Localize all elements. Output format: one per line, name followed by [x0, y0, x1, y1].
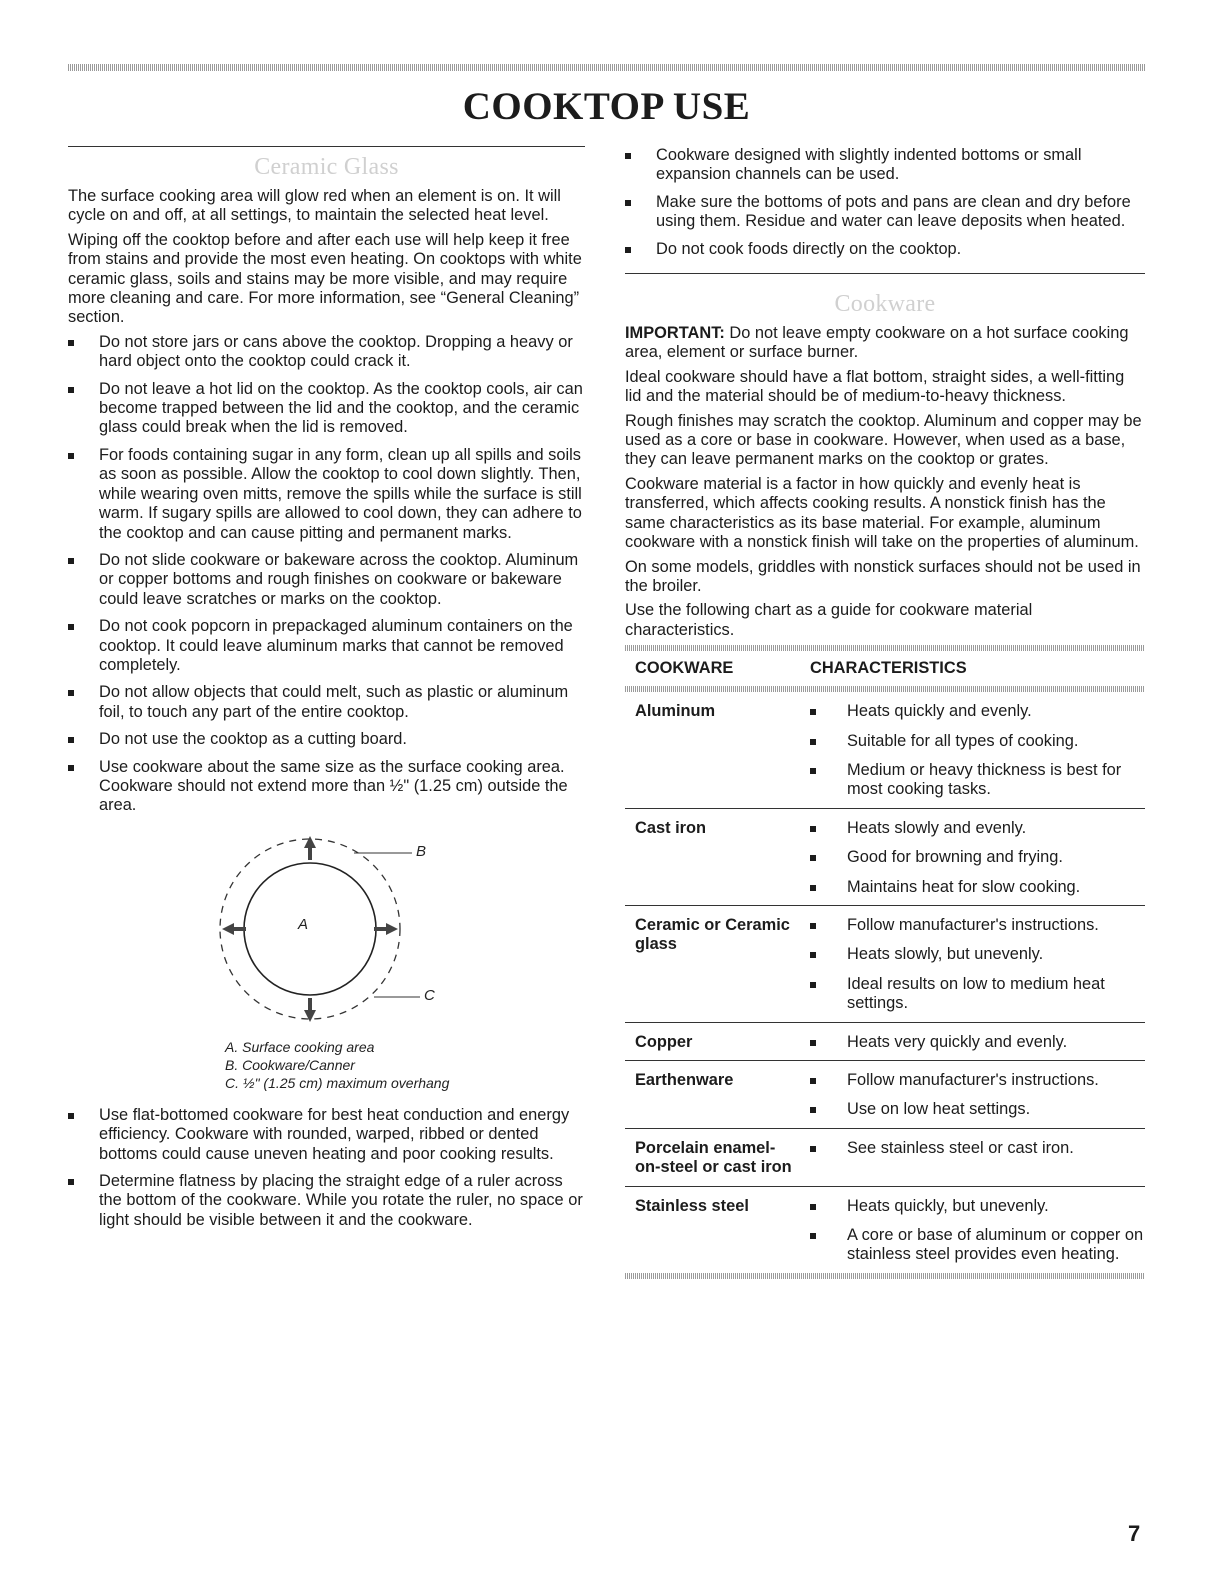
paragraph: The surface cooking area will glow red when an element is on. It will cycle on and off, at all settings, to maintain the selected heat level. — [68, 187, 561, 225]
characteristic-item: Heats quickly, but unevenly. — [810, 1197, 1145, 1216]
page-title: COOKTOP USE — [462, 85, 751, 128]
diagram-caption — [225, 1038, 585, 1092]
important-text: Do not leave empty cookware on a hot surface cooking area, element or surface burner. — [625, 324, 1129, 362]
paragraph: Use the following chart as a guide for cookware material characteristics. — [625, 601, 1033, 639]
bullet-item: Do not cook popcorn in prepackaged aluminum containers on the cooktop. It could leave aluminum marks that cannot be removed completely. — [68, 617, 585, 675]
table-row — [625, 1022, 1145, 1060]
characteristics-list — [810, 819, 1145, 897]
bullet-item: Cookware designed with slightly indented bottoms or small expansion channels can be used. — [625, 146, 1145, 185]
characteristic-item: Heats very quickly and evenly. — [810, 1033, 1145, 1052]
paragraph: On some models, griddles with nonstick surfaces should not be used in the broiler. — [625, 557, 1141, 595]
section-heading-ceramic-glass: Ceramic Glass — [254, 154, 399, 180]
paragraph: Ideal cookware should have a flat bottom, straight sides, a well-fitting lid and the material should be of medium-to-heavy thickness. — [625, 367, 1125, 406]
paragraph: Cookware material is a factor in how quickly and evenly heat is transferred, which affects cooking results. A nonstick finish has the same characteristics as its base material. For example, aluminum cookware with a nonstick finish will take on the properties of aluminum. — [625, 474, 1139, 552]
bullet-item: Do not cook foods directly on the cooktop. — [625, 240, 1145, 259]
cookware-material: Aluminum — [625, 692, 800, 808]
table-bottom-rule — [625, 1273, 1145, 1279]
bullet-item: Determine flatness by placing the straight edge of a ruler across the bottom of the cookware. While you rotate the ruler, no space or light should be visible between it and the cookware. — [68, 1172, 585, 1230]
characteristic-item: Heats quickly and evenly. — [810, 702, 1145, 721]
characteristics-list — [810, 1197, 1145, 1265]
characteristic-item: Good for browning and frying. — [810, 848, 1145, 867]
column-header-characteristics: CHARACTERISTICS — [810, 659, 967, 678]
table-row — [625, 1061, 1145, 1129]
table-body — [625, 692, 1145, 1273]
caption-line-b: B. Cookware/Canner — [225, 1056, 355, 1073]
important-paragraph — [625, 324, 1145, 363]
characteristics-list — [810, 916, 1145, 1014]
continued-bullet-list — [625, 146, 1145, 259]
table-row — [625, 905, 1145, 1022]
paragraph: Wiping off the cooktop before and after each use will help keep it free from stains and provide the most even heating. On cooktops with white ceramic glass, soils and stains may be more visible, and may require more cleaning and care. For more information, see “General Cleaning” section. — [68, 230, 582, 327]
arrow-right-icon — [374, 923, 398, 935]
characteristics-cell — [800, 1061, 1145, 1129]
characteristic-item: See stainless steel or cast iron. — [810, 1139, 1145, 1158]
characteristics-list — [810, 1033, 1145, 1052]
bullet-item: For foods containing sugar in any form, clean up all spills and soils as soon as possible. Allow the cooktop to cool down slightly. Then, while wearing oven mitts, remove the spills while the surface is still warm. If sugary spills are allowed to cool down, they can adhere to the cooktop and can cause pitting and permanent marks. — [68, 446, 585, 543]
characteristic-item: Use on low heat settings. — [810, 1100, 1145, 1119]
characteristic-item: Heats slowly and evenly. — [810, 819, 1145, 838]
cookware-material: Earthenware — [625, 1061, 800, 1129]
characteristic-item: Medium or heavy thickness is best for most cooking tasks. — [810, 761, 1145, 800]
paragraph: Rough finishes may scratch the cooktop. Aluminum and copper may be used as a core or base in cookware. However, when used as a base, they can leave permanent marks on the cooktop or grates. — [625, 411, 1142, 469]
diagram-label-c: C — [424, 986, 435, 1004]
characteristic-item: Follow manufacturer's instructions. — [810, 916, 1145, 935]
cookware-outline — [220, 839, 400, 1019]
section-heading-cookware: Cookware — [834, 291, 936, 318]
important-label: IMPORTANT: — [625, 324, 725, 343]
cookware-characteristics-table — [625, 651, 1145, 1273]
characteristic-item: Follow manufacturer's instructions. — [810, 1071, 1145, 1090]
flatness-bullet-list — [68, 1106, 585, 1230]
top-decorative-rule — [68, 64, 1145, 71]
characteristic-item: Heats slowly, but unevenly. — [810, 945, 1145, 964]
characteristics-cell — [800, 808, 1145, 905]
bullet-item: Use cookware about the same size as the surface cooking area. Cookware should not extend more than ½" (1.25 cm) outside the area. — [68, 758, 585, 816]
characteristic-item: A core or base of aluminum or copper on stainless steel provides even heating. — [810, 1226, 1145, 1265]
characteristic-item: Suitable for all types of cooking. — [810, 732, 1145, 751]
page-number: 7 — [1128, 1521, 1141, 1546]
caption-line-a: A. Surface cooking area — [225, 1038, 375, 1055]
table-header-row — [625, 651, 1145, 686]
cookware-material: Stainless steel — [635, 1196, 749, 1215]
table-row — [625, 1128, 1145, 1186]
characteristics-cell — [800, 692, 1145, 808]
surface-cooking-area-circle — [244, 863, 376, 995]
cookware-overhang-diagram — [68, 834, 585, 1024]
characteristics-cell — [800, 1186, 1145, 1273]
caption-line-c: C. ½" (1.25 cm) maximum overhang — [225, 1074, 450, 1091]
bullet-item: Do not slide cookware or bakeware across the cooktop. Aluminum or copper bottoms and rough finishes on cookware or bakeware could leave scratches or marks on the cooktop. — [68, 551, 585, 609]
cookware-material: Porcelain enamel-on-steel or cast iron — [625, 1128, 800, 1186]
cookware-material: Ceramic or Ceramic glass — [625, 905, 800, 1022]
diagram-drawing — [68, 834, 585, 1024]
bullet-item: Do not leave a hot lid on the cooktop. As the cooktop cools, air can become trapped between the lid and the cooktop, and the ceramic glass could break when the lid is removed. — [68, 380, 585, 438]
characteristics-list — [810, 1139, 1145, 1158]
characteristics-cell — [800, 905, 1145, 1022]
bullet-item: Do not use the cooktop as a cutting board. — [68, 730, 585, 749]
column-header-cookware: COOKWARE — [635, 659, 734, 678]
cookware-material: Cast iron — [625, 808, 800, 905]
table-row — [625, 1186, 1145, 1273]
cookware-material: Copper — [625, 1022, 800, 1060]
ceramic-glass-bullet-list — [68, 333, 585, 816]
characteristics-cell — [800, 1022, 1145, 1060]
characteristics-cell — [800, 1128, 1145, 1186]
characteristics-list — [810, 1071, 1145, 1120]
bullet-item: Do not store jars or cans above the cooktop. Dropping a heavy or hard object onto the cooktop could crack it. — [68, 333, 585, 372]
arrow-left-icon — [222, 923, 246, 935]
bullet-item: Make sure the bottoms of pots and pans are clean and dry before using them. Residue and water can leave deposits when heated. — [625, 193, 1145, 232]
characteristic-item: Ideal results on low to medium heat settings. — [810, 975, 1145, 1014]
bullet-item: Use flat-bottomed cookware for best heat conduction and energy efficiency. Cookware with rounded, warped, ribbed or dented bottoms could cause uneven heating and poor cooking results. — [68, 1106, 585, 1164]
characteristic-item: Maintains heat for slow cooking. — [810, 878, 1145, 897]
bullet-item: Do not allow objects that could melt, such as plastic or aluminum foil, to touch any part of the entire cooktop. — [68, 683, 585, 722]
table-row — [625, 692, 1145, 808]
table-row — [625, 808, 1145, 905]
diagram-label-b: B — [416, 842, 427, 860]
right-column — [625, 146, 1145, 1279]
characteristics-list — [810, 702, 1145, 800]
section-divider — [625, 273, 1145, 274]
left-column — [68, 146, 585, 1238]
diagram-label-a: A — [298, 915, 309, 933]
